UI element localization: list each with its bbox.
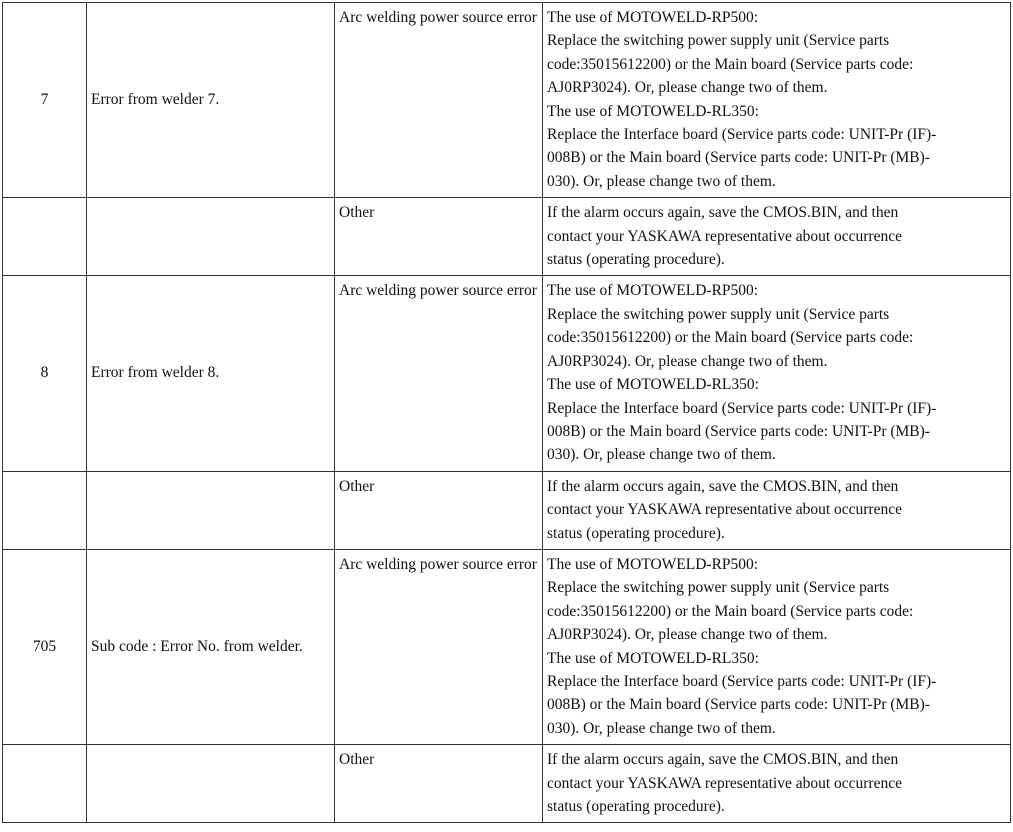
remedy-line: status (operating procedure). <box>547 251 725 269</box>
remedy-line: If the alarm occurs again, save the CMOS.BIN, and then <box>547 477 899 495</box>
remedy-cell <box>543 276 1011 471</box>
remedy-line: The use of MOTOWELD-RP500: <box>547 282 759 300</box>
remedy-line: The use of MOTOWELD-RP500: <box>547 9 759 26</box>
remedy-line: status (operating procedure). <box>547 524 725 542</box>
remedy-line: The use of MOTOWELD-RL350: <box>547 376 759 394</box>
remedy-line: code:35015612200) or the Main board (Service parts code: <box>547 55 914 73</box>
remedy-line: AJ0RP3024). Or, please change two of them. <box>547 352 828 370</box>
empty-cell <box>3 745 87 823</box>
remedy-line: contact your YASKAWA representative about occurrence <box>547 774 902 792</box>
other-cause-cell: Other <box>335 745 543 823</box>
remedy-line: contact your YASKAWA representative about occurrence <box>547 501 902 519</box>
other-remedy-cell <box>543 198 1011 276</box>
sub-code-cell: 8 <box>3 276 87 471</box>
empty-cell <box>87 471 335 549</box>
remedy-line: 030). Or, please change two of them. <box>547 446 776 464</box>
remedy-line: Replace the Interface board (Service parts code: UNIT-Pr (IF)- <box>547 399 937 417</box>
remedy-line: 008B) or the Main board (Service parts code: UNIT-Pr (MB)- <box>547 422 930 440</box>
cause-cell: Arc welding power source error <box>335 3 543 198</box>
remedy-line: Replace the switching power supply unit (Service parts <box>547 305 890 323</box>
remedy-line: AJ0RP3024). Or, please change two of them. <box>547 79 828 97</box>
remedy-line: The use of MOTOWELD-RL350: <box>547 649 759 667</box>
remedy-line: Replace the Interface board (Service parts code: UNIT-Pr (IF)- <box>547 126 937 144</box>
remedy-line: The use of MOTOWELD-RP500: <box>547 555 759 573</box>
remedy-line: AJ0RP3024). Or, please change two of them. <box>547 626 828 644</box>
other-cause-cell: Other <box>335 198 543 276</box>
empty-cell <box>3 471 87 549</box>
remedy-cell <box>543 549 1011 744</box>
remedy-line: 008B) or the Main board (Service parts code: UNIT-Pr (MB)- <box>547 696 930 714</box>
remedy-line: Replace the Interface board (Service parts code: UNIT-Pr (IF)- <box>547 672 937 690</box>
table-row <box>3 471 1011 549</box>
sub-code-cell: 705 <box>3 549 87 744</box>
remedy-line: code:35015612200) or the Main board (Service parts code: <box>547 602 914 620</box>
remedy-line: status (operating procedure). <box>547 798 725 815</box>
remedy-line: Replace the switching power supply unit (Service parts <box>547 579 890 597</box>
meaning-cell: Error from welder 7. <box>87 3 335 198</box>
meaning-cell: Error from welder 8. <box>87 276 335 471</box>
remedy-line: 030). Or, please change two of them. <box>547 719 776 737</box>
remedy-line: 008B) or the Main board (Service parts code: UNIT-Pr (MB)- <box>547 149 930 167</box>
table-row <box>3 549 1011 744</box>
remedy-line: 030). Or, please change two of them. <box>547 172 776 190</box>
other-remedy-cell <box>543 471 1011 549</box>
table-row <box>3 276 1011 471</box>
remedy-line: Replace the switching power supply unit (Service parts <box>547 32 890 50</box>
table-row <box>3 3 1011 198</box>
empty-cell <box>87 745 335 823</box>
remedy-line: The use of MOTOWELD-RL350: <box>547 102 759 120</box>
other-remedy-cell <box>543 745 1011 823</box>
remedy-line: If the alarm occurs again, save the CMOS.BIN, and then <box>547 751 899 769</box>
empty-cell <box>87 198 335 276</box>
meaning-cell: Sub code : Error No. from welder. <box>87 549 335 744</box>
cause-cell: Arc welding power source error <box>335 276 543 471</box>
other-cause-cell: Other <box>335 471 543 549</box>
table-row <box>3 198 1011 276</box>
table-row <box>3 745 1011 823</box>
alarm-remedy-table <box>2 2 1011 823</box>
cause-cell: Arc welding power source error <box>335 549 543 744</box>
remedy-line: If the alarm occurs again, save the CMOS.BIN, and then <box>547 204 899 222</box>
remedy-line: contact your YASKAWA representative about occurrence <box>547 227 902 245</box>
remedy-cell <box>543 3 1011 198</box>
remedy-line: code:35015612200) or the Main board (Service parts code: <box>547 329 914 347</box>
table-body <box>3 3 1011 823</box>
empty-cell <box>3 198 87 276</box>
sub-code-cell: 7 <box>3 3 87 198</box>
